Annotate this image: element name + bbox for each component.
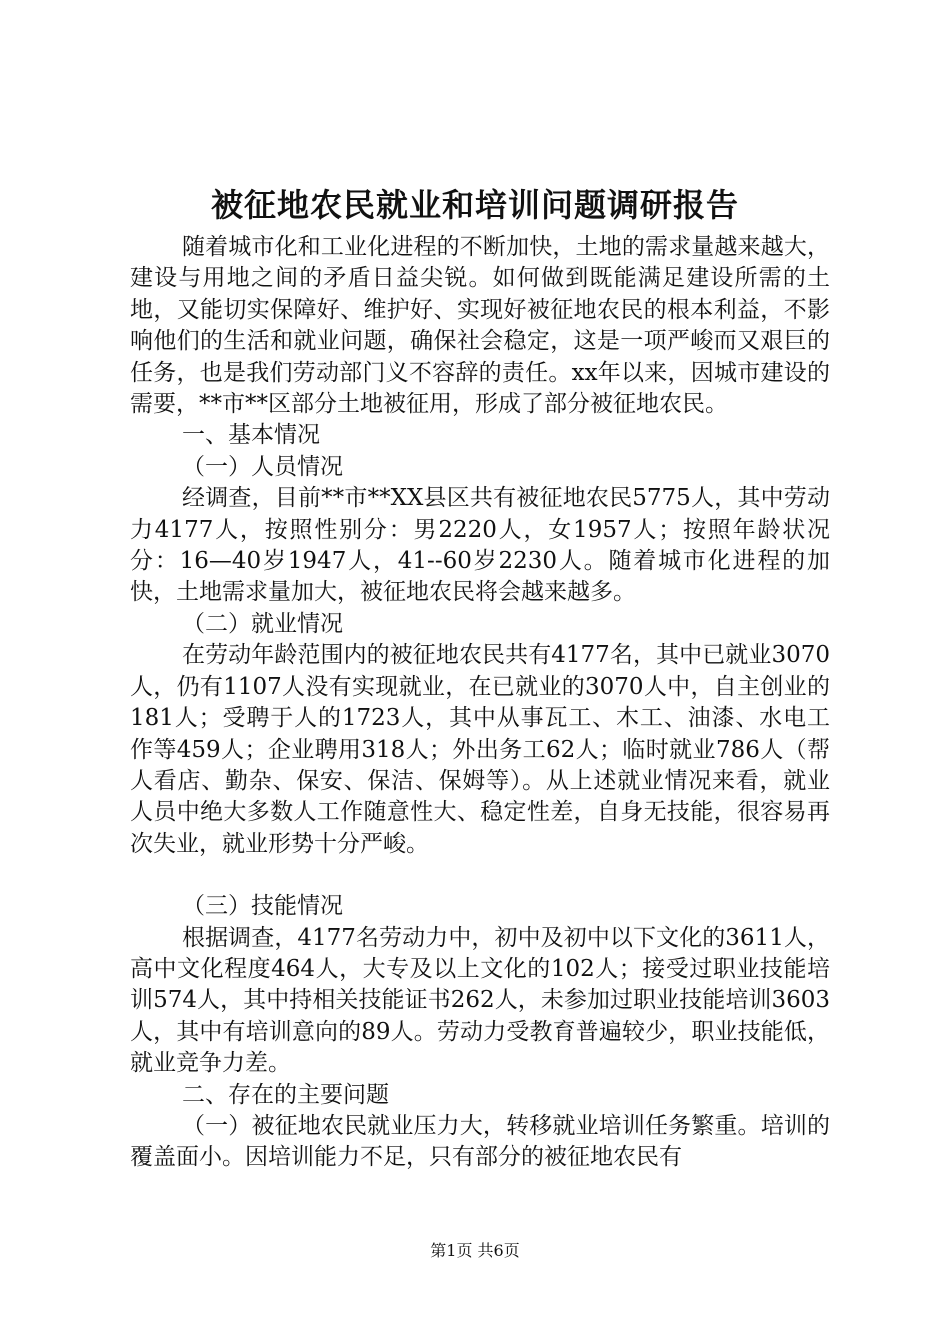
paragraph-spacer [130,860,830,891]
page-number-footer: 第1页 共6页 [430,1241,520,1260]
section-heading-basic-situation: 一、基本情况 [182,422,320,449]
skills-paragraph: 根据调查，4177名劳动力中，初中及初中以下文化的3611人，高中文化程度464人，大专及以上文化的102人；接受过职业技能培训574人，其中持相关技能证书262人，未参加过职业技能培训3603人，其中有培训意向的89人。劳动力受教育普遍较少，职业技能低，就业竞争力差。 [130,924,830,1077]
document-body [130,232,830,1174]
intro-paragraph: 随着城市化和工业化进程的不断加快，土地的需求量越来越大，建设与用地之间的矛盾日益尖锐。如何做到既能满足建设所需的土地，又能切实保障好、维护好、实现好被征地农民的根本利益，不影响他们的生活和就业问题，确保社会稳定，这是一项严峻而又艰巨的任务，也是我们劳动部门义不容辞的责任。xx年以来，因城市建设的需要，**市**区部分土地被征用，形成了部分被征地农民。 [130,234,830,418]
section-heading-main-problems: 二、存在的主要问题 [182,1081,389,1108]
subsection-heading-skills: （三）技能情况 [182,893,343,920]
personnel-paragraph: 经调查，目前**市**XX县区共有被征地农民5775人，其中劳动力4177人，按照性别分：男2220人，女1957人；按照年龄状况分：16—40岁1947人，41--60岁2230人。随着城市化进程的加快，土地需求量加大，被征地农民将会越来越多。 [130,485,830,606]
employment-paragraph: 在劳动年龄范围内的被征地农民共有4177名，其中已就业3070人，仍有1107人没有实现就业，在已就业的3070人中，自主创业的181人；受聘于人的1723人，其中从事瓦工、木工、油漆、水电工作等459人；企业聘用318人；外出务工62人；临时就业786人（帮人看店、勤杂、保安、保洁、保姆等）。从上述就业情况来看，就业人员中绝大多数人工作随意性大、稳定性差，自身无技能，很容易再次失业，就业形势十分严峻。 [130,642,830,857]
document-title: 被征地农民就业和培训问题调研报告 [210,186,739,224]
problems-paragraph: （一）被征地农民就业压力大，转移就业培训任务繁重。培训的覆盖面小。因培训能力不足，只有部分的被征地农民有 [130,1112,830,1171]
subsection-heading-employment: （二）就业情况 [182,610,343,637]
subsection-heading-personnel: （一）人员情况 [182,453,343,480]
